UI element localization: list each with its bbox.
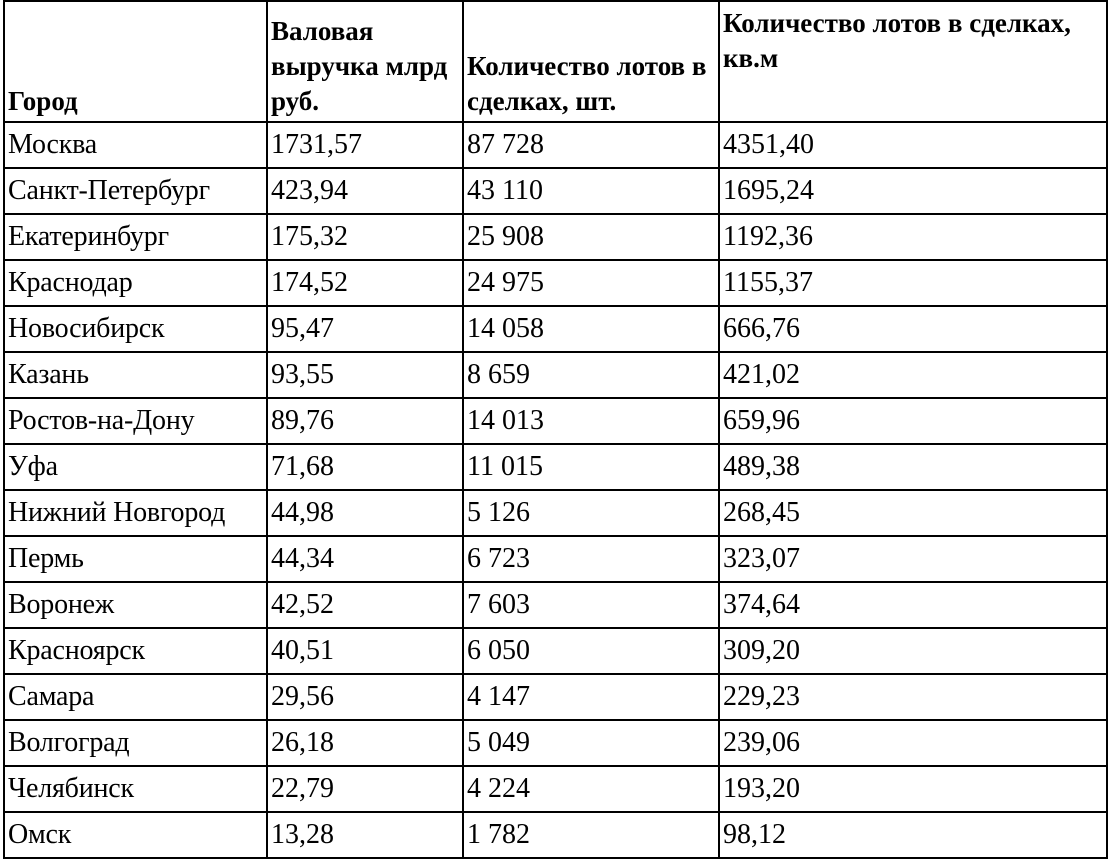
table-row <box>4 812 1107 858</box>
cell-lots-count: 14 058 <box>463 306 719 352</box>
cell-city: Челябинск <box>4 766 267 812</box>
cell-lots-count: 6 723 <box>463 536 719 582</box>
cell-revenue: 42,52 <box>267 582 463 628</box>
cell-city: Казань <box>4 352 267 398</box>
cell-lots-area: 1155,37 <box>719 260 1107 306</box>
cell-city: Краснодар <box>4 260 267 306</box>
cell-lots-area: 1695,24 <box>719 168 1107 214</box>
cell-lots-count: 7 603 <box>463 582 719 628</box>
cell-lots-count: 87 728 <box>463 122 719 168</box>
cell-lots-area: 98,12 <box>719 812 1107 858</box>
table-row <box>4 720 1107 766</box>
table-row <box>4 306 1107 352</box>
cell-city: Красноярск <box>4 628 267 674</box>
cell-city: Нижний Новгород <box>4 490 267 536</box>
cell-revenue: 71,68 <box>267 444 463 490</box>
cell-lots-area: 489,38 <box>719 444 1107 490</box>
cell-lots-area: 421,02 <box>719 352 1107 398</box>
cell-revenue: 89,76 <box>267 398 463 444</box>
table-row <box>4 168 1107 214</box>
cell-lots-count: 43 110 <box>463 168 719 214</box>
cell-revenue: 174,52 <box>267 260 463 306</box>
cell-revenue: 95,47 <box>267 306 463 352</box>
cell-revenue: 44,98 <box>267 490 463 536</box>
cell-lots-count: 4 147 <box>463 674 719 720</box>
cell-city: Самара <box>4 674 267 720</box>
header-lots-count: Количество лотов в сделках, шт. <box>463 1 719 122</box>
cell-revenue: 1731,57 <box>267 122 463 168</box>
cell-lots-area: 268,45 <box>719 490 1107 536</box>
cell-lots-area: 229,23 <box>719 674 1107 720</box>
table-row <box>4 352 1107 398</box>
cell-city: Екатеринбург <box>4 214 267 260</box>
cell-lots-area: 4351,40 <box>719 122 1107 168</box>
cell-lots-count: 24 975 <box>463 260 719 306</box>
cell-lots-count: 8 659 <box>463 352 719 398</box>
cell-lots-area: 323,07 <box>719 536 1107 582</box>
cell-revenue: 93,55 <box>267 352 463 398</box>
cell-revenue: 44,34 <box>267 536 463 582</box>
cell-city: Санкт-Петербург <box>4 168 267 214</box>
cell-lots-count: 25 908 <box>463 214 719 260</box>
cell-lots-count: 1 782 <box>463 812 719 858</box>
table-body <box>4 122 1107 858</box>
cell-lots-area: 1192,36 <box>719 214 1107 260</box>
cell-lots-count: 14 013 <box>463 398 719 444</box>
cell-revenue: 175,32 <box>267 214 463 260</box>
cell-revenue: 423,94 <box>267 168 463 214</box>
cell-lots-count: 4 224 <box>463 766 719 812</box>
cell-lots-count: 5 049 <box>463 720 719 766</box>
cell-lots-area: 374,64 <box>719 582 1107 628</box>
table-row <box>4 444 1107 490</box>
cell-city: Уфа <box>4 444 267 490</box>
cell-lots-count: 5 126 <box>463 490 719 536</box>
table-row <box>4 628 1107 674</box>
cell-revenue: 13,28 <box>267 812 463 858</box>
cell-revenue: 22,79 <box>267 766 463 812</box>
cell-lots-area: 239,06 <box>719 720 1107 766</box>
cell-city: Волгоград <box>4 720 267 766</box>
table-row <box>4 122 1107 168</box>
cell-city: Омск <box>4 812 267 858</box>
header-city: Город <box>4 1 267 122</box>
header-row <box>4 1 1107 122</box>
city-sales-table <box>3 0 1108 859</box>
cell-lots-area: 193,20 <box>719 766 1107 812</box>
cell-city: Пермь <box>4 536 267 582</box>
cell-revenue: 26,18 <box>267 720 463 766</box>
cell-lots-area: 309,20 <box>719 628 1107 674</box>
cell-revenue: 29,56 <box>267 674 463 720</box>
header-lots-area: Количество лотов в сделках, кв.м <box>719 1 1107 122</box>
cell-lots-area: 666,76 <box>719 306 1107 352</box>
cell-lots-area: 659,96 <box>719 398 1107 444</box>
cell-lots-count: 6 050 <box>463 628 719 674</box>
table-row <box>4 766 1107 812</box>
table-row <box>4 582 1107 628</box>
cell-revenue: 40,51 <box>267 628 463 674</box>
cell-city: Москва <box>4 122 267 168</box>
cell-city: Новосибирск <box>4 306 267 352</box>
table-row <box>4 674 1107 720</box>
table-row <box>4 260 1107 306</box>
cell-city: Ростов-на-Дону <box>4 398 267 444</box>
table-row <box>4 490 1107 536</box>
header-revenue: Валовая выручка млрд руб. <box>267 1 463 122</box>
cell-lots-count: 11 015 <box>463 444 719 490</box>
table-row <box>4 398 1107 444</box>
table-row <box>4 214 1107 260</box>
table-header <box>4 1 1107 122</box>
table-row <box>4 536 1107 582</box>
cell-city: Воронеж <box>4 582 267 628</box>
